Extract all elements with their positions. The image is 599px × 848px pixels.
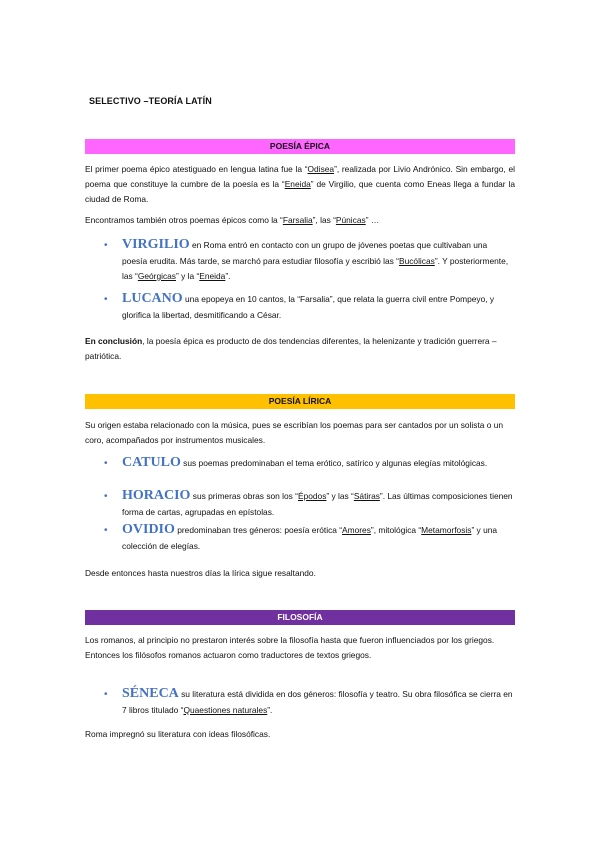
text-run: ”. bbox=[225, 271, 231, 281]
work-title: Eneida bbox=[199, 271, 226, 281]
work-title: Sátiras bbox=[353, 491, 380, 501]
list-item-ovidio bbox=[104, 523, 514, 554]
text-run: ”. bbox=[267, 704, 273, 715]
text-run: ” y la “ bbox=[176, 271, 200, 281]
text-run: una epopeya en 10 cantos, la “Farsalia”, que relata la guerra civil entre Pompeyo, y glorifica la libertad, desmitificando a César. bbox=[122, 294, 495, 320]
paragraph-epica-conclusion bbox=[85, 334, 515, 364]
list-item-catulo bbox=[104, 456, 514, 472]
bullet-icon: • bbox=[104, 491, 108, 502]
paragraph-filosofia-closing: Roma impregnó su literatura con ideas filosóficas. bbox=[85, 729, 271, 739]
conclusion-label: En conclusión bbox=[85, 336, 143, 346]
work-title: Eneida bbox=[284, 179, 311, 189]
text-run: ”. Y posteriormente, las “ bbox=[122, 255, 509, 281]
text-run: ” de Virgilio, que cuenta como Eneas llega a fundar la ciudad de Roma. bbox=[85, 179, 515, 204]
document-title: SELECTIVO –TEORÍA LATÍN bbox=[89, 96, 212, 106]
text-run: ”, las “ bbox=[312, 215, 336, 225]
section-heading-lirica: POESÍA LÍRICA bbox=[85, 394, 515, 409]
list-item-lucano bbox=[104, 292, 514, 323]
text-run: su literatura está dividida en dos géneros: filosofía y teatro. Su obra filosófica se cierra en 7 libros titulado “ bbox=[122, 689, 513, 715]
paragraph-lirica-intro: Su origen estaba relacionado con la música, pues se escribían los poemas para ser cantados por un solista o un coro, acompañados por instrumentos musicales. bbox=[85, 420, 504, 445]
list-item-virgilio bbox=[104, 238, 514, 285]
author-name: LUCANO bbox=[122, 291, 183, 306]
text-run: ”, mitológica “ bbox=[370, 525, 422, 535]
section-heading-filosofia: FILOSOFÍA bbox=[85, 610, 515, 625]
paragraph-lirica-closing: Desde entonces hasta nuestros días la lírica sigue resaltando. bbox=[85, 568, 316, 578]
bullet-icon: • bbox=[104, 689, 108, 700]
bullet-icon: • bbox=[104, 525, 108, 536]
paragraph-filosofia-intro: Los romanos, al principio no prestaron interés sobre la filosofía hasta que fueron influenciados por los griegos. Entonces los filósofos romanos actuaron como traductores de textos griegos. bbox=[85, 635, 495, 660]
work-title: Épodos bbox=[297, 491, 327, 501]
work-title: Quaestiones naturales bbox=[183, 704, 268, 715]
bullet-icon: • bbox=[104, 240, 108, 251]
author-name: OVIDIO bbox=[122, 522, 175, 537]
text-run: ” … bbox=[365, 215, 380, 225]
work-title: Metamorfosis bbox=[421, 525, 472, 535]
author-name: HORACIO bbox=[122, 488, 191, 503]
author-name: CATULO bbox=[122, 455, 181, 470]
author-name: VIRGILIO bbox=[122, 237, 190, 252]
text-run: El primer poema épico atestiguado en lengua latina fue la “ bbox=[85, 164, 308, 174]
text-run: , la poesía épica es producto de dos tendencias diferentes, la helenizante y tradición guerrera – patriótica. bbox=[85, 336, 497, 361]
text-run: ” y las “ bbox=[326, 491, 354, 501]
work-title: Farsalia bbox=[282, 215, 313, 225]
text-run: ” y una colección de elegías. bbox=[122, 525, 498, 551]
paragraph-epica-intro bbox=[85, 162, 515, 207]
text-run: ”. Las últimas composiciones tienen forma de cartas, agrupadas en epístolas. bbox=[122, 491, 513, 517]
list-item-seneca bbox=[104, 687, 514, 718]
work-title: Geórgicas bbox=[137, 271, 176, 281]
bullet-icon: • bbox=[104, 294, 108, 305]
text-run: ”, realizada por Livio Andrónico. Sin embargo, el poema que constituye la cumbre de la poesía es la “ bbox=[85, 164, 515, 189]
text-run: predominaban tres géneros: poesía erótica “ bbox=[174, 525, 343, 535]
text-run: Encontramos también otros poemas épicos como la “ bbox=[85, 215, 283, 225]
text-run: en Roma entró en contacto con un grupo de jóvenes poetas que cultivaban una poesía erudita. Más tarde, se marchó para estudiar filosofía y escribió las “ bbox=[122, 240, 488, 266]
work-title: Odisea bbox=[307, 164, 335, 174]
work-title: Bucólicas bbox=[398, 255, 435, 266]
work-title: Amores bbox=[342, 525, 371, 535]
paragraph-epica-others bbox=[85, 213, 515, 228]
work-title: Púnicas bbox=[335, 215, 366, 225]
section-heading-epica: POESÍA ÉPICA bbox=[85, 139, 515, 154]
text-run: sus poemas predominaban el tema erótico, satírico y algunas elegías mitológicas. bbox=[180, 458, 488, 468]
author-name: SÉNECA bbox=[122, 686, 179, 701]
list-item-horacio bbox=[104, 489, 514, 520]
text-run: sus primeras obras son los “ bbox=[190, 491, 298, 501]
bullet-icon: • bbox=[104, 458, 108, 469]
